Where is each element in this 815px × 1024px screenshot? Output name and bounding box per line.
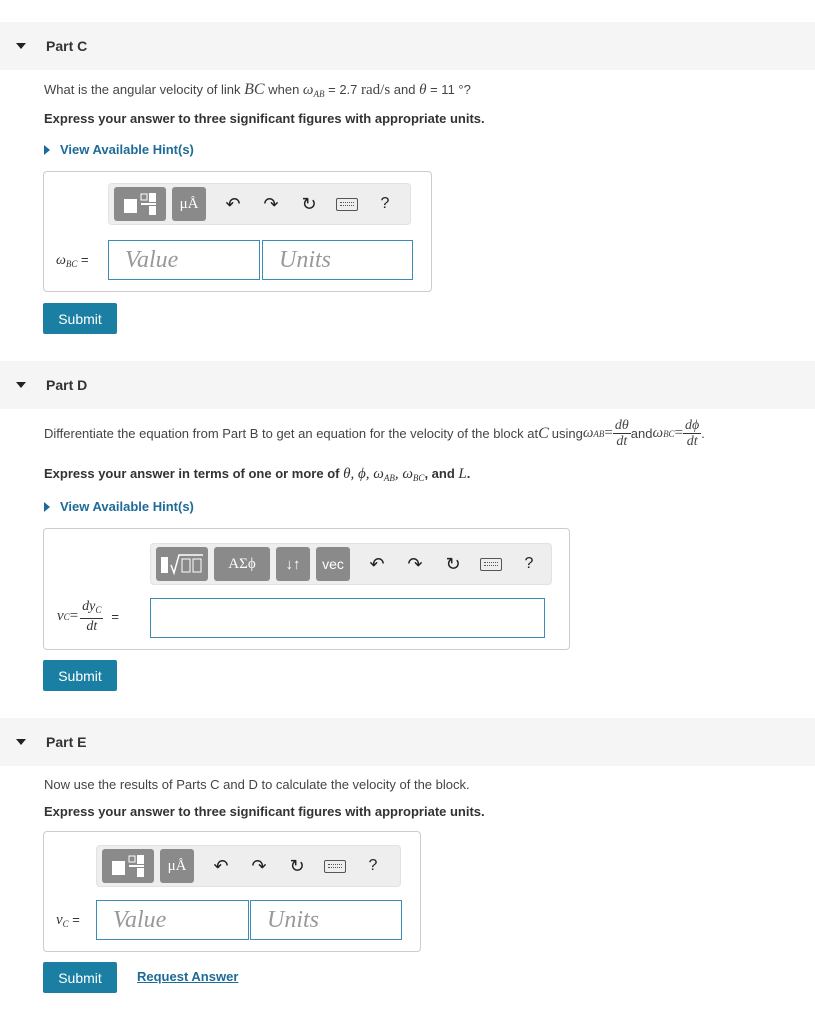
caret-right-icon [44, 145, 50, 155]
part-d-header[interactable] [0, 361, 815, 409]
part-d-question: Differentiate the equation from Part B to get an equation for the velocity of the block at C using ω AB = $\frac{d\theta}{dt}$ and ω BC = $\frac{d\phi}{dt}$ . [44, 418, 705, 449]
undo-icon[interactable]: ↶ [225, 193, 241, 214]
templates-button[interactable] [156, 547, 208, 581]
part-d-instruction: Express your answer in terms of one or more of θ, ϕ, $\omega_{AB}$, $\omega_{BC}$, and L. [44, 466, 471, 483]
greek-symbols-button[interactable]: ΑΣϕ [214, 547, 270, 581]
undo-icon[interactable]: ↶ [369, 553, 385, 574]
part-c-value-input[interactable]: Value [108, 240, 260, 280]
part-c-submit-button[interactable]: Submit [43, 303, 117, 334]
part-d-hint-link[interactable]: View Available Hint(s) [44, 499, 194, 514]
part-e-value-input[interactable]: Value [96, 900, 249, 940]
part-d-toolbar [150, 543, 552, 585]
part-c-answer-box [43, 171, 432, 292]
part-e-instruction: Express your answer to three significant figures with appropriate units. [44, 804, 485, 819]
caret-down-icon[interactable] [16, 739, 26, 745]
undo-icon[interactable]: ↶ [213, 855, 229, 876]
templates-button[interactable] [114, 187, 166, 221]
part-e-toolbar [96, 845, 401, 887]
part-d-title: Part D [46, 377, 88, 393]
part-e-units-input[interactable]: Units [250, 900, 402, 940]
part-c-instruction: Express your answer to three significant figures with appropriate units. [44, 111, 485, 126]
templates-button[interactable] [102, 849, 154, 883]
redo-icon[interactable]: ↷ [407, 553, 423, 574]
units-button[interactable]: μÅ [172, 187, 206, 221]
caret-down-icon[interactable] [16, 43, 26, 49]
part-e-submit-button[interactable]: Submit [43, 962, 117, 993]
part-c-answer-label: $\omega_{BC}$ = [56, 252, 89, 269]
templates-icon [110, 853, 146, 879]
vector-button[interactable]: vec [316, 547, 350, 581]
part-c-title: Part C [46, 38, 88, 54]
help-icon[interactable]: ? [524, 555, 534, 572]
keyboard-icon[interactable] [476, 549, 506, 579]
reset-icon[interactable]: ↻ [289, 855, 305, 876]
part-c-hint-link[interactable]: View Available Hint(s) [44, 142, 194, 157]
part-d-answer-label: v C = $\frac{dy_C}{dt}$ = [57, 599, 119, 634]
units-button[interactable]: μÅ [160, 849, 194, 883]
part-c-header[interactable] [0, 22, 815, 70]
part-c-units-input[interactable]: Units [262, 240, 413, 280]
caret-right-icon [44, 502, 50, 512]
part-d-answer-box [43, 528, 570, 650]
arrows-button[interactable]: ↓↑ [276, 547, 310, 581]
part-c-toolbar [108, 183, 411, 225]
help-icon[interactable]: ? [368, 857, 378, 874]
redo-icon[interactable]: ↷ [263, 193, 279, 214]
templates-icon [122, 191, 158, 217]
keyboard-icon[interactable] [332, 189, 362, 219]
reset-icon[interactable]: ↻ [301, 193, 317, 214]
part-e-question: Now use the results of Parts C and D to calculate the velocity of the block. [44, 777, 470, 792]
request-answer-link[interactable]: Request Answer [137, 969, 239, 984]
part-e-header[interactable] [0, 718, 815, 766]
part-e-answer-box [43, 831, 421, 952]
redo-icon[interactable]: ↷ [251, 855, 267, 876]
part-e-title: Part E [46, 734, 87, 750]
help-icon[interactable]: ? [380, 195, 390, 212]
caret-down-icon[interactable] [16, 382, 26, 388]
reset-icon[interactable]: ↻ [445, 553, 461, 574]
sqrt-template-icon [159, 551, 205, 577]
keyboard-icon[interactable] [320, 851, 350, 881]
part-d-expression-input[interactable] [150, 598, 545, 638]
part-c-question: What is the angular velocity of link BC when $\omega_{AB} = 2.7$ rad/s and θ = 11 °? [44, 81, 471, 99]
part-e-answer-label: $v_C$ = [56, 912, 80, 929]
part-d-submit-button[interactable]: Submit [43, 660, 117, 691]
